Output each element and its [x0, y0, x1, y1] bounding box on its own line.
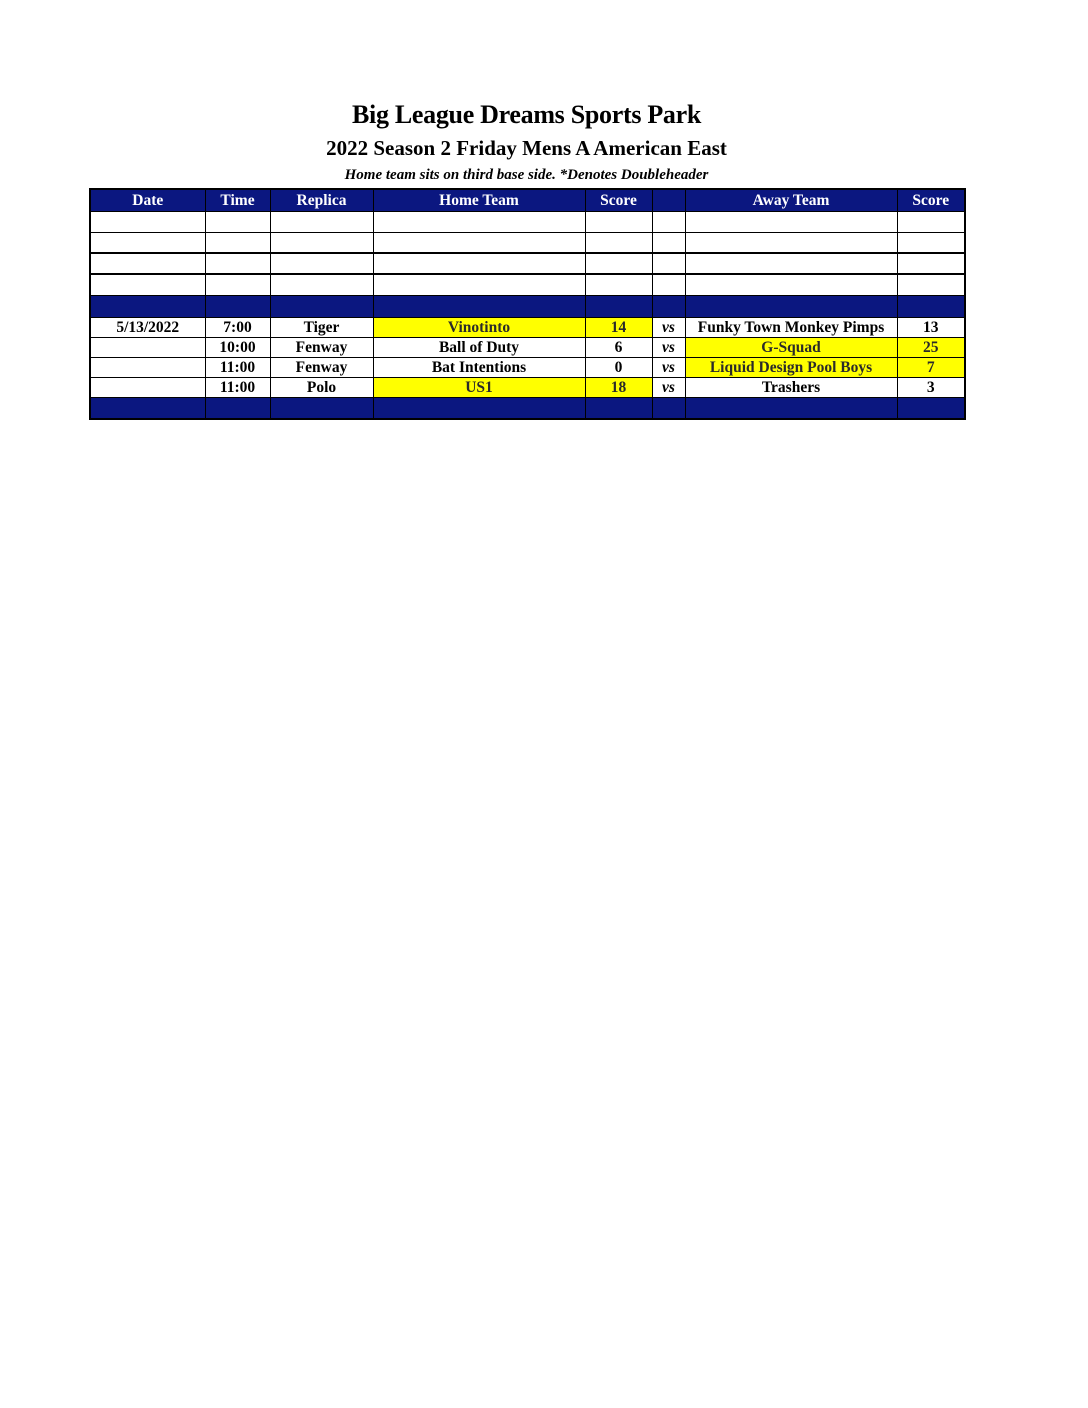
home-team: US1 [373, 377, 585, 397]
league-subtitle: 2022 Season 2 Friday Mens A American East [326, 136, 727, 160]
table-row [90, 317, 965, 337]
away-team: Funky Town Monkey Pimps [685, 317, 897, 337]
empty-row [90, 211, 965, 232]
separator-band [90, 397, 965, 419]
away-team: G-Squad [685, 337, 897, 357]
game-time: 7:00 [205, 317, 270, 337]
column-header-time: Time [205, 189, 270, 211]
home-score: 0 [585, 357, 652, 377]
home-score: 18 [585, 377, 652, 397]
away-score: 25 [897, 337, 965, 357]
game-time: 11:00 [205, 357, 270, 377]
column-header-home-score: Score [585, 189, 652, 211]
column-header-away-score: Score [897, 189, 965, 211]
column-header-home-team: Home Team [373, 189, 585, 211]
table-row [90, 377, 965, 397]
column-header-date: Date [90, 189, 205, 211]
vs-label: vs [652, 377, 685, 397]
table-row [90, 357, 965, 377]
empty-row [90, 253, 965, 274]
vs-label: vs [652, 357, 685, 377]
home-score: 14 [585, 317, 652, 337]
vs-label: vs [652, 337, 685, 357]
vs-label: vs [652, 317, 685, 337]
home-team-note: Home team sits on third base side. *Denotes Doubleheader [344, 167, 709, 183]
separator-band [90, 295, 965, 317]
game-date [90, 337, 205, 357]
column-header-vs [652, 189, 685, 211]
away-team: Liquid Design Pool Boys [685, 357, 897, 377]
page-title: Big League Dreams Sports Park [351, 100, 702, 129]
home-team: Bat Intentions [373, 357, 585, 377]
game-replica: Fenway [270, 337, 373, 357]
game-time: 11:00 [205, 377, 270, 397]
away-score: 13 [897, 317, 965, 337]
empty-row [90, 274, 965, 295]
home-team: Ball of Duty [373, 337, 585, 357]
game-replica: Fenway [270, 357, 373, 377]
game-date [90, 377, 205, 397]
game-replica: Polo [270, 377, 373, 397]
home-team: Vinotinto [373, 317, 585, 337]
home-score: 6 [585, 337, 652, 357]
game-date [90, 357, 205, 377]
column-header-replica: Replica [270, 189, 373, 211]
game-replica: Tiger [270, 317, 373, 337]
table-row [90, 337, 965, 357]
game-date: 5/13/2022 [90, 317, 205, 337]
away-team: Trashers [685, 377, 897, 397]
schedule-table [89, 188, 966, 420]
empty-row [90, 232, 965, 253]
column-header-away-team: Away Team [685, 189, 897, 211]
game-time: 10:00 [205, 337, 270, 357]
table-header-row [90, 189, 965, 211]
away-score: 7 [897, 357, 965, 377]
away-score: 3 [897, 377, 965, 397]
